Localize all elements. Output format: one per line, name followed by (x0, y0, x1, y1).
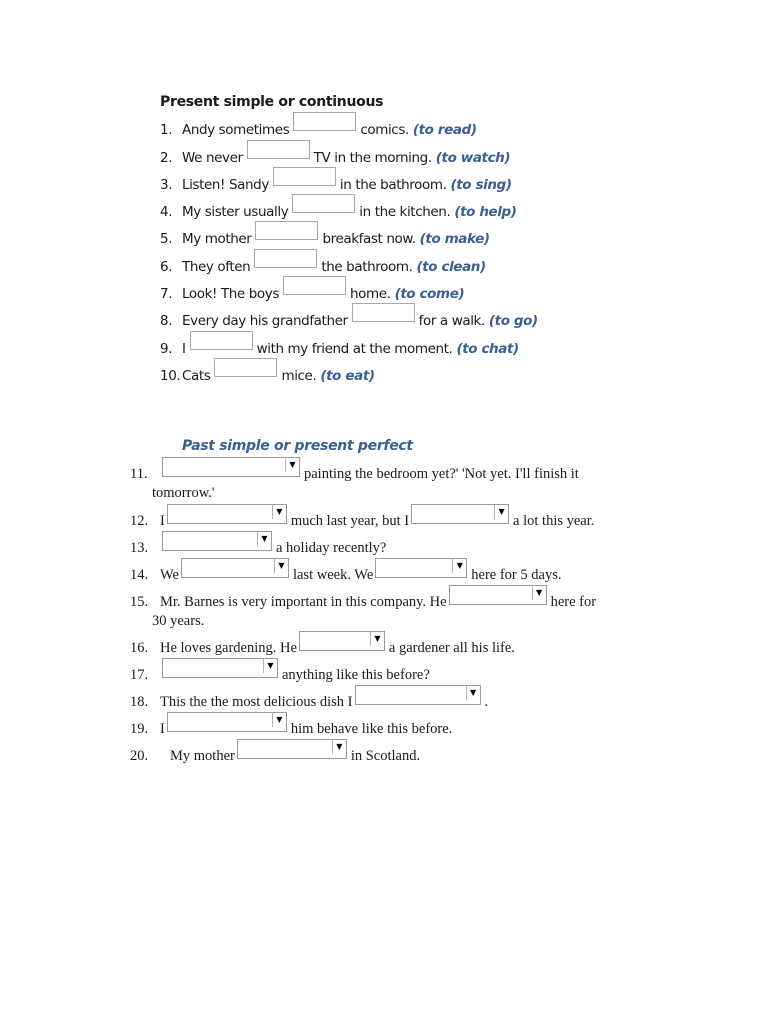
verb-hint: (to help) (454, 204, 517, 220)
item-text-after: anything like this before? (282, 667, 430, 683)
verb-hint: (to go) (488, 313, 538, 329)
item-number: 8. (160, 313, 173, 329)
answer-dropdown-13[interactable] (162, 531, 272, 551)
chevron-down-icon[interactable]: ▼ (285, 458, 299, 472)
answer-dropdown-11[interactable] (162, 457, 300, 477)
item-text-after: him behave like this before. (290, 721, 453, 737)
chevron-down-icon[interactable]: ▼ (466, 686, 480, 700)
answer-dropdown-12b[interactable] (411, 504, 509, 524)
verb-hint: (to watch) (435, 150, 511, 166)
verb-hint: (to chat) (456, 341, 519, 357)
answer-dropdown-14a[interactable] (181, 558, 289, 578)
item-number: 16. (130, 640, 149, 656)
item-text-after: a holiday recently? (276, 540, 387, 556)
item-text-after: in the kitchen. (359, 204, 451, 220)
item-number: 12. (130, 513, 149, 529)
answer-input-6[interactable] (254, 249, 317, 268)
item-text-after: the bathroom. (321, 259, 413, 275)
chevron-down-icon[interactable]: ▼ (532, 586, 546, 600)
answer-input-5[interactable] (255, 221, 318, 240)
answer-dropdown-14b[interactable] (375, 558, 467, 578)
item-text-after: . (484, 694, 489, 710)
item-number: 17. (130, 667, 149, 683)
item-number: 20. (130, 748, 149, 764)
item-text-after: here for 5 days. (471, 567, 562, 583)
answer-input-2[interactable] (247, 140, 310, 159)
item-text-after: TV in the morning. (313, 150, 432, 166)
answer-input-8[interactable] (352, 303, 415, 322)
verb-hint: (to make) (419, 231, 490, 247)
chevron-down-icon[interactable]: ▼ (272, 713, 286, 727)
item-text-before: This the the most delicious dish I (160, 694, 353, 710)
section1-title: Present simple or continuous (160, 94, 384, 110)
item-text-after: comics. (360, 122, 409, 138)
item-text-after: a gardener all his life. (388, 640, 515, 656)
answer-dropdown-15[interactable] (449, 585, 547, 605)
item-text-after: mice. (281, 368, 317, 384)
item-text-after: breakfast now. (322, 231, 416, 247)
item-text-before: We never (182, 150, 243, 166)
item-number: 15. (130, 594, 149, 610)
item-text-middle: last week. We (292, 567, 374, 583)
item-text-middle: much last year, but I (290, 513, 410, 529)
item-text-before: Listen! Sandy (182, 177, 269, 193)
item-text-before: My mother (170, 748, 235, 764)
item-text-before: Cats (182, 368, 211, 384)
item-number: 3. (160, 177, 173, 193)
chevron-down-icon[interactable]: ▼ (274, 559, 288, 573)
item-number: 14. (130, 567, 149, 583)
item-number: 13. (130, 540, 149, 556)
answer-input-1[interactable] (293, 112, 356, 131)
item-text-before: He loves gardening. He (160, 640, 297, 656)
item-text-after: in the bathroom. (339, 177, 447, 193)
item-number: 10. (160, 368, 181, 384)
item-text-after: a lot this year. (513, 513, 595, 529)
answer-dropdown-20[interactable] (237, 739, 347, 759)
chevron-down-icon[interactable]: ▼ (332, 740, 346, 754)
item-number: 4. (160, 204, 173, 220)
item-text-continued: 30 years. (152, 613, 205, 629)
item-text-before: We (160, 567, 179, 583)
item-number: 11. (130, 466, 148, 482)
answer-dropdown-17[interactable] (162, 658, 278, 678)
item-text-before: My sister usually (182, 204, 289, 220)
item-text-before: Mr. Barnes is very important in this company. He (160, 594, 447, 610)
answer-input-4[interactable] (292, 194, 355, 213)
answer-input-7[interactable] (283, 276, 346, 295)
item-text-before: Andy sometimes (182, 122, 290, 138)
chevron-down-icon[interactable]: ▼ (263, 659, 277, 673)
answer-dropdown-16[interactable] (299, 631, 385, 651)
item-text-before: My mother (182, 231, 252, 247)
chevron-down-icon[interactable]: ▼ (452, 559, 466, 573)
answer-input-3[interactable] (273, 167, 336, 186)
section2-title: Past simple or present perfect (182, 438, 413, 454)
item-text-after: home. (349, 286, 391, 302)
verb-hint: (to eat) (320, 368, 375, 384)
item-number: 18. (130, 694, 149, 710)
item-text-after: here for (550, 594, 597, 610)
item-text-before: Every day his grandfather (182, 313, 348, 329)
chevron-down-icon[interactable]: ▼ (257, 532, 271, 546)
item-text-after: for a walk. (418, 313, 485, 329)
item-number: 6. (160, 259, 173, 275)
item-text-before: Look! The boys (182, 286, 279, 302)
item-text-continued: tomorrow.' (152, 485, 215, 501)
verb-hint: (to clean) (416, 259, 486, 275)
chevron-down-icon[interactable]: ▼ (272, 505, 286, 519)
item-text-before: I (182, 341, 186, 357)
item-text-before: I (160, 513, 165, 529)
item-number: 5. (160, 231, 173, 247)
item-text-after: with my friend at the moment. (256, 341, 453, 357)
item-number: 9. (160, 341, 173, 357)
item-text-before: I (160, 721, 165, 737)
chevron-down-icon[interactable]: ▼ (370, 632, 384, 646)
item-text-before: They often (182, 259, 251, 275)
item-text-after: painting the bedroom yet?' 'Not yet. I'll finish it (304, 466, 579, 482)
item-number: 2. (160, 150, 173, 166)
verb-hint: (to come) (394, 286, 465, 302)
answer-input-9[interactable] (190, 331, 253, 350)
item-number: 1. (160, 122, 173, 138)
item-number: 7. (160, 286, 173, 302)
item-text-after: in Scotland. (350, 748, 421, 764)
verb-hint: (to read) (412, 122, 477, 138)
answer-input-10[interactable] (214, 358, 277, 377)
answer-dropdown-12a[interactable] (167, 504, 287, 524)
answer-dropdown-18[interactable] (355, 685, 481, 705)
chevron-down-icon[interactable]: ▼ (494, 505, 508, 519)
item-number: 19. (130, 721, 149, 737)
answer-dropdown-19[interactable] (167, 712, 287, 732)
verb-hint: (to sing) (450, 177, 512, 193)
